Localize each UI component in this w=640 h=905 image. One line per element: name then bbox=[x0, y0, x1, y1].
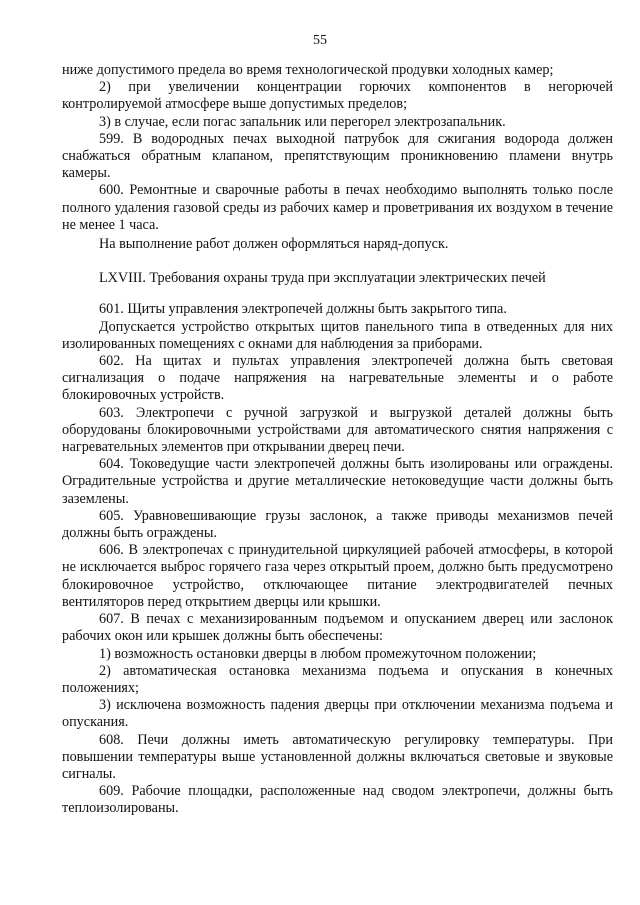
paragraph: 601. Щиты управления электропечей должны быть закрытого типа. bbox=[99, 301, 507, 318]
paragraph: 2) при увеличении концентрации горючих компонентов в негорючей контролируемой атмосфере выше допустимых пределов; bbox=[62, 79, 613, 113]
paragraph: 603. Электропечи с ручной загрузкой и выгрузкой деталей должны быть оборудованы блокировочными устройствами для автоматического снятия напряжения с нагревательных элементов при открывании дверец печи. bbox=[62, 404, 613, 456]
paragraph: 606. В электропечах с принудительной циркуляцией рабочей атмосферы, в которой не исключается выброс горячего газа через открытый проем, должно быть предусмотрено блокировочное устройство, отключающее питание электродвигателей печных вентиляторов перед открытием дверцы или крышки. bbox=[62, 542, 613, 610]
paragraph: 2) автоматическая остановка механизма подъема и опускания в конечных положениях; bbox=[62, 662, 613, 696]
page-number: 55 bbox=[313, 33, 327, 48]
paragraph: 599. В водородных печах выходной патрубок для сжигания водорода должен снабжаться обратным клапаном, препятствующим проникновению пламени внутрь камеры. bbox=[62, 130, 613, 182]
section-heading: LXVIII. Требования охраны труда при эксплуатации электрических печей bbox=[99, 270, 546, 287]
paragraph: 608. Печи должны иметь автоматическую регулировку температуры. При повышении температуры выше установленной должны включаться световые и звуковые сигналы. bbox=[62, 731, 613, 782]
paragraph: Допускается устройство открытых щитов панельного типа в отведенных для них изолированных помещениях с окнами для наблюдения за приборами. bbox=[62, 318, 613, 352]
paragraph: 607. В печах с механизированным подъемом и опусканием дверец или заслонок рабочих окон или крышек должны быть обеспечены: bbox=[62, 611, 613, 645]
paragraph: ниже допустимого предела во время технологической продувки холодных камер; bbox=[62, 62, 554, 78]
document-body bbox=[62, 62, 613, 818]
paragraph: 3) в случае, если погас запальник или перегорел электрозапальник. bbox=[99, 113, 506, 130]
paragraph: 600. Ремонтные и сварочные работы в печах необходимо выполнять только после полного удаления газовой среды из рабочих камер и проветривания их воздухом в течение не менее 1 часа. bbox=[62, 182, 613, 233]
paragraph: 609. Рабочие площадки, расположенные над сводом электропечи, должны быть теплоизолированы. bbox=[62, 783, 613, 817]
paragraph: 3) исключена возможность падения дверцы при отключении механизма подъема и опускания. bbox=[62, 697, 613, 731]
paragraph: На выполнение работ должен оформляться наряд-допуск. bbox=[99, 236, 449, 253]
paragraph: 1) возможность остановки дверцы в любом промежуточном положении; bbox=[99, 645, 537, 662]
paragraph: 602. На щитах и пультах управления электропечей должна быть световая сигнализация о подаче напряжения на нагревательные элементы и о работе блокировочных устройств. bbox=[62, 353, 613, 404]
paragraph: 604. Токоведущие части электропечей должны быть изолированы или ограждены. Оградительные устройства и другие металлические нетоковедущие части должны быть заземлены. bbox=[62, 456, 613, 507]
paragraph: 605. Уравновешивающие грузы заслонок, а также приводы механизмов печей должны быть ограждены. bbox=[62, 507, 613, 542]
